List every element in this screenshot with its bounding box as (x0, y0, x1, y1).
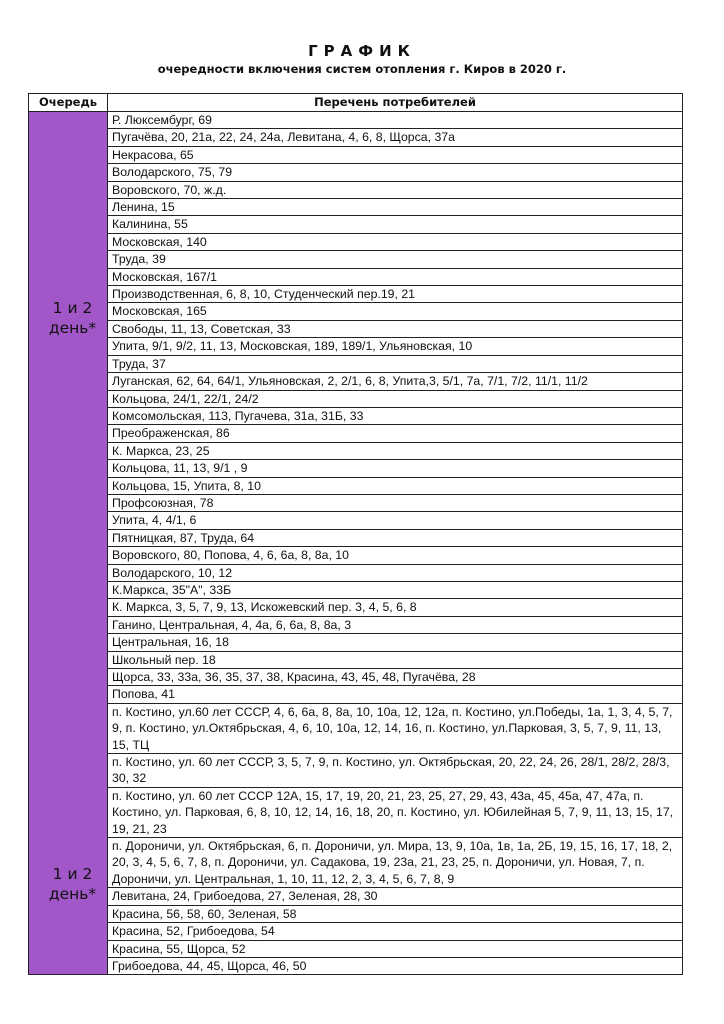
table-row (29, 669, 683, 686)
consumer-list-cell: Московская, 140 (108, 233, 683, 250)
table-row (29, 616, 683, 633)
consumer-list-cell: Комсомольская, 113, Пугачева, 31а, 31Б, 33 (108, 407, 683, 424)
consumer-list-cell: К.Маркса, 35"А", 33Б (108, 581, 683, 598)
consumer-list-cell: п. Дороничи, ул. Октябрьская, 6, п. Дороничи, ул. Мира, 13, 9, 10а, 1в, 1а, 2Б, 19, 15, 16, 17, 18, 2, 20, 3, 4, 5, 6, 7, 8, п. Дороничи, ул. Садакова, 19, 23а, 21, 23, 25, п. Дороничи, ул. Новая, 7, п. Дороничи, ул. Центральная, 1, 10, 11, 12, 2, 3, 4, 5, 6, 7, 8, 9 (108, 838, 683, 888)
queue-label-line2: день* (48, 885, 97, 903)
table-row (29, 112, 683, 129)
table-row (29, 425, 683, 442)
consumer-list-cell: Труда, 37 (108, 355, 683, 372)
consumer-list-cell: Школьный пер. 18 (108, 651, 683, 668)
consumer-list-cell: Труда, 39 (108, 251, 683, 268)
consumer-list-cell: К. Маркса, 3, 5, 7, 9, 13, Искожевский пер. 3, 4, 5, 6, 8 (108, 599, 683, 616)
table-row (29, 634, 683, 651)
queue-label-line1: 1 и 2 (52, 299, 93, 317)
consumer-list-cell: п. Костино, ул. 60 лет СССР, 3, 5, 7, 9, п. Костино, ул. Октябрьская, 20, 22, 24, 26, 28/1, 28/2, 28/3, 30, 32 (108, 754, 683, 788)
table-row (29, 512, 683, 529)
table-row (29, 146, 683, 163)
consumer-list-cell: Свободы, 11, 13, Советская, 33 (108, 320, 683, 337)
document-subtitle: очередности включения систем отопления г. Киров в 2020 г. (157, 62, 567, 76)
table-row (29, 651, 683, 668)
table-row (29, 940, 683, 957)
table-row (29, 460, 683, 477)
consumer-list-cell: Красина, 55, Щорса, 52 (108, 940, 683, 957)
table-row (29, 529, 683, 546)
table-row (29, 923, 683, 940)
table-row (29, 547, 683, 564)
consumer-list-cell: Воровского, 80, Попова, 4, 6, 6а, 8, 8а, 10 (108, 547, 683, 564)
column-header-consumers: Перечень потребителей (108, 94, 683, 112)
consumer-list-cell: Грибоедова, 44, 45, Щорса, 46, 50 (108, 957, 683, 974)
consumer-list-cell: Луганская, 62, 64, 64/1, Ульяновская, 2, 2/1, 6, 8, Упита,3, 5/1, 7а, 7/1, 7/2, 11/1, 11/2 (108, 373, 683, 390)
consumer-list-cell: Володарского, 10, 12 (108, 564, 683, 581)
consumer-list-cell: Некрасова, 65 (108, 146, 683, 163)
consumer-list-cell: Ганино, Центральная, 4, 4а, 6, 6а, 8, 8а, 3 (108, 616, 683, 633)
consumer-list-cell: Московская, 167/1 (108, 268, 683, 285)
consumer-list-cell: Калинина, 55 (108, 216, 683, 233)
consumer-list-cell: Центральная, 16, 18 (108, 634, 683, 651)
consumer-list-cell: Преображенская, 86 (108, 425, 683, 442)
table-row (29, 754, 683, 788)
table-header-row (29, 94, 683, 112)
table-row (29, 129, 683, 146)
consumer-list-cell: Володарского, 75, 79 (108, 164, 683, 181)
column-header-queue: Очередь (29, 94, 108, 112)
document-title: ГРАФИК (308, 42, 416, 60)
consumer-list-cell: Красина, 52, Грибоедова, 54 (108, 923, 683, 940)
consumer-list-cell: Левитана, 24, Грибоедова, 27, Зеленая, 28, 30 (108, 888, 683, 905)
table-row (29, 787, 683, 837)
table-row (29, 355, 683, 372)
consumer-list-cell: п. Костино, ул. 60 лет СССР 12А, 15, 17, 19, 20, 21, 23, 25, 27, 29, 43, 43а, 45, 45а, 47, 47а, п. Костино, ул. Парковая, 6, 8, 10, 12, 14, 16, 18, 20, п. Костино, ул. Юбилейная 5, 7, 9, 11, 13, 15, 17, 19, 21, 23 (108, 787, 683, 837)
consumer-list-cell: К. Маркса, 23, 25 (108, 442, 683, 459)
table-row (29, 838, 683, 888)
consumer-list-cell: п. Костино, ул.60 лет СССР, 4, 6, 6а, 8, 8а, 10, 10а, 12, 12а, п. Костино, ул.Победы, 1а, 1, 3, 4, 5, 7, 9, п. Костино, ул.Октябрьская, 4, 6, 10, 10а, 12, 14, 16, п. Костино, ул.Парковая, 3, 5, 7, 9, 11, 13, 15, ТЦ (108, 703, 683, 753)
consumer-list-cell: Упита, 4, 4/1, 6 (108, 512, 683, 529)
consumer-list-cell: Красина, 56, 58, 60, Зеленая, 58 (108, 905, 683, 922)
table-row (29, 494, 683, 511)
queue-label-line2: день* (48, 319, 97, 337)
consumer-list-cell: Пугачёва, 20, 21а, 22, 24, 24а, Левитана, 4, 6, 8, Щорса, 37а (108, 129, 683, 146)
queue-label-top (33, 298, 112, 338)
table-row (29, 216, 683, 233)
queue-label-bottom (33, 864, 112, 904)
consumer-list-cell: Пятницкая, 87, Труда, 64 (108, 529, 683, 546)
table-row (29, 957, 683, 974)
table-row (29, 581, 683, 598)
table-row (29, 686, 683, 703)
consumer-list-cell: Кольцова, 24/1, 22/1, 24/2 (108, 390, 683, 407)
consumer-list-cell: Щорса, 33, 33а, 36, 35, 37, 38, Красина, 43, 45, 48, Пугачёва, 28 (108, 669, 683, 686)
queue-label-line1: 1 и 2 (52, 865, 93, 883)
consumer-list-cell: Кольцова, 15, Упита, 8, 10 (108, 477, 683, 494)
table-row (29, 338, 683, 355)
table-row (29, 599, 683, 616)
schedule-table (28, 93, 683, 975)
table-row (29, 390, 683, 407)
consumer-list-cell: Воровского, 70, ж.д. (108, 181, 683, 198)
consumer-list-cell: Ленина, 15 (108, 199, 683, 216)
table-row (29, 703, 683, 753)
table-row (29, 181, 683, 198)
consumer-list-cell: Московская, 165 (108, 303, 683, 320)
table-row (29, 564, 683, 581)
consumer-list-cell: Р. Люксембург, 69 (108, 112, 683, 129)
table-row (29, 373, 683, 390)
table-row (29, 442, 683, 459)
consumer-list-cell: Попова, 41 (108, 686, 683, 703)
queue-cell (29, 112, 108, 975)
table-row (29, 233, 683, 250)
table-row (29, 407, 683, 424)
consumer-list-cell: Профсоюзная, 78 (108, 494, 683, 511)
table-row (29, 905, 683, 922)
table-row (29, 268, 683, 285)
table-row (29, 303, 683, 320)
consumer-list-cell: Производственная, 6, 8, 10, Студенческий пер.19, 21 (108, 286, 683, 303)
table-row (29, 477, 683, 494)
table-row (29, 320, 683, 337)
consumer-list-cell: Кольцова, 11, 13, 9/1 , 9 (108, 460, 683, 477)
table-row (29, 199, 683, 216)
table-row (29, 286, 683, 303)
consumer-list-cell: Упита, 9/1, 9/2, 11, 13, Московская, 189, 189/1, Ульяновская, 10 (108, 338, 683, 355)
table-row (29, 251, 683, 268)
table-row (29, 888, 683, 905)
table-row (29, 164, 683, 181)
